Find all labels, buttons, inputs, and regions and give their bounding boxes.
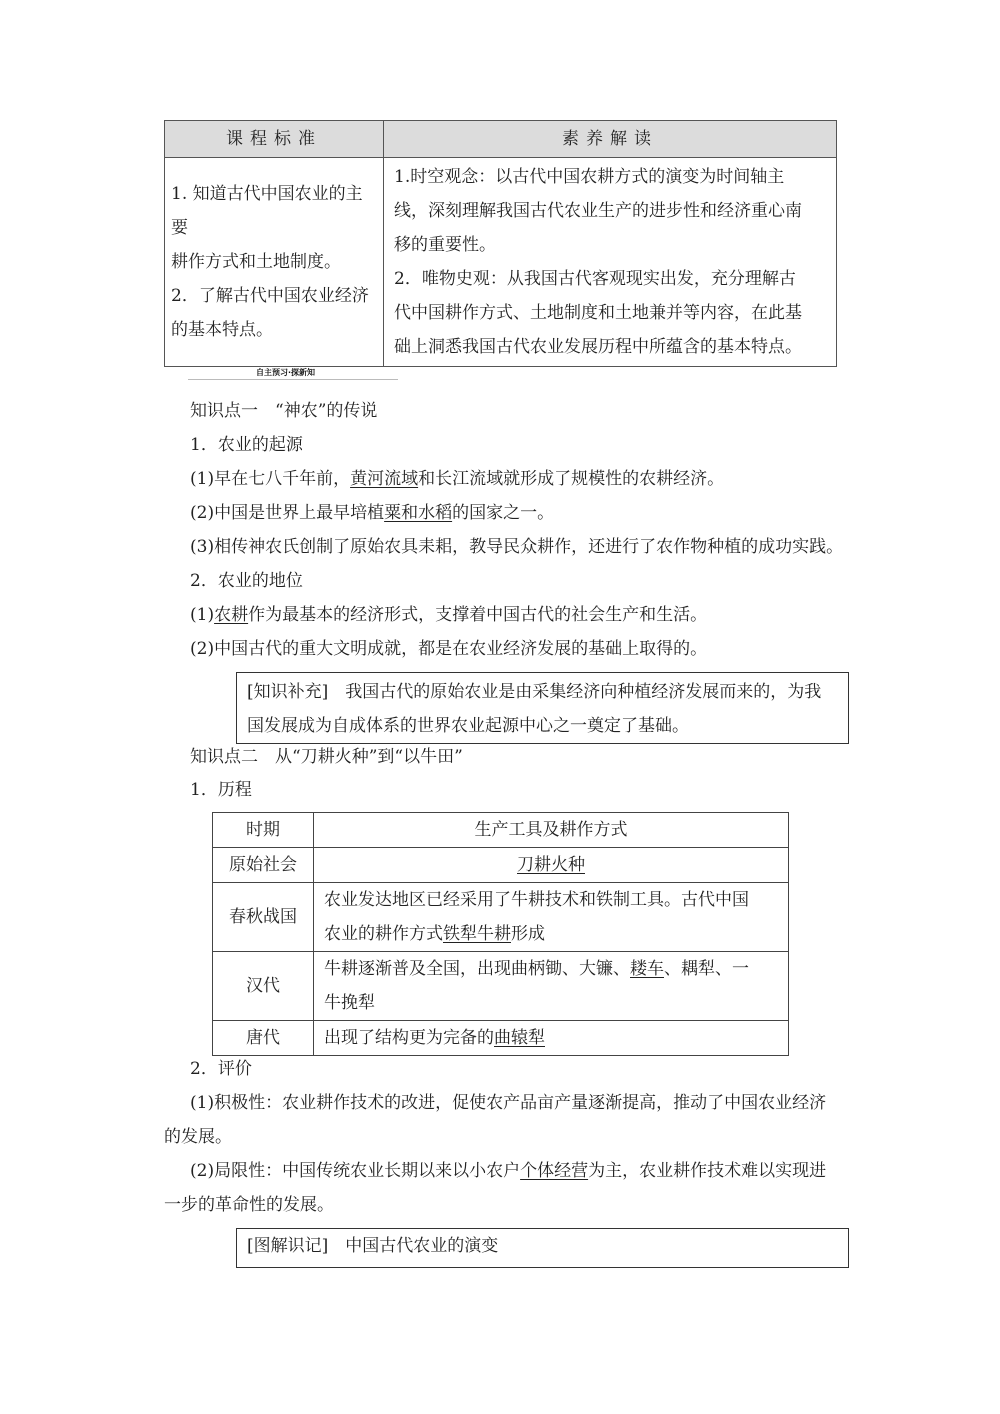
text-segment: (2)中国是世界上最早培植 [190, 503, 385, 523]
literacy-interpretation-cell [384, 158, 837, 367]
standards-header-right: 素养解读 [384, 121, 837, 158]
interpretation-line: 1.时空观念：以古代中国农耕方式的演变为时间轴主 [394, 167, 785, 187]
table-row [213, 952, 789, 1021]
section-banner [188, 367, 398, 381]
table-row [213, 848, 789, 883]
kp1-paragraph-2 [190, 500, 554, 526]
kp1-paragraph-4 [190, 602, 707, 628]
curriculum-standard-cell [165, 158, 384, 367]
underlined-answer: 农耕 [214, 605, 249, 625]
diagram-memory-label: [图解识记] 中国古代农业的演变 [247, 1236, 499, 1256]
kp2-section-1-title: 1．历程 [190, 780, 252, 800]
standard-line: 2．了解古代中国农业经济 [171, 286, 369, 306]
text-segment: 和长江流域就形成了规模性的农耕经济。 [418, 469, 725, 489]
period-cell: 春秋战国 [213, 883, 314, 952]
underlined-answer: 粟和水稻 [384, 503, 453, 523]
text-segment: 出现了结构更为完备的 [324, 1028, 494, 1048]
interpretation-line: 础上洞悉我国古代农业发展历程中所蕴含的基本特点。 [394, 337, 802, 357]
period-cell: 汉代 [213, 952, 314, 1021]
interpretation-line: 代中国耕作方式、土地制度和土地兼并等内容，在此基 [394, 303, 802, 323]
underlined-answer: 刀耕火种 [517, 855, 585, 875]
text-segment: 牛耕逐渐普及全国，出现曲柄锄、大镰、 [324, 959, 630, 979]
knowledge-point-2-title: 知识点二 从“刀耕火种”到“以牛田” [190, 747, 463, 767]
text-segment: 形成 [511, 924, 545, 944]
kp2-section-2-title: 2．评价 [190, 1059, 252, 1079]
underlined-answer: 个体经营 [520, 1161, 589, 1181]
text-segment: 为主，农业耕作技术难以实现进 [588, 1161, 827, 1181]
evaluation-1-line-1: (1)积极性：农业耕作技术的改进，促使农产品亩产量逐渐提高，推动了中国农业经济 [190, 1093, 827, 1113]
tools-cell [314, 952, 789, 1021]
tools-cell [314, 1021, 789, 1056]
kp1-paragraph-5: (2)中国古代的重大文明成就，都是在农业经济发展的基础上取得的。 [190, 639, 708, 659]
text-segment: (2)局限性：中国传统农业长期以来以小农户 [190, 1161, 521, 1181]
text-segment: 作为最基本的经济形式，支撑着中国古代的社会生产和生活。 [248, 605, 708, 625]
underlined-answer: 铁犁牛耕 [443, 924, 511, 944]
kp1-section-2-title: 2．农业的地位 [190, 571, 303, 591]
text-segment: 的国家之一。 [452, 503, 555, 523]
underlined-answer: 耧车 [630, 959, 664, 979]
underlined-answer: 曲辕犁 [494, 1028, 545, 1048]
cell-line: 农业发达地区已经采用了牛耕技术和铁制工具。古代中国 [324, 890, 749, 910]
interpretation-line: 线，深刻理解我国古代农业生产的进步性和经济重心南 [394, 201, 802, 221]
banner-divider [188, 379, 398, 380]
period-cell: 原始社会 [213, 848, 314, 883]
cell-line: 牛挽犁 [324, 993, 375, 1013]
cell-line [324, 952, 778, 986]
kp1-paragraph-3: (3)相传神农氏创制了原始农具耒耜，教导民众耕作，还进行了农作物种植的成功实践。 [190, 537, 844, 557]
evaluation-1-line-2: 的发展。 [164, 1127, 232, 1147]
interpretation-line: 2．唯物史观：从我国古代客观现实出发，充分理解古 [394, 269, 796, 289]
period-cell: 唐代 [213, 1021, 314, 1056]
supplement-line: [知识补充] 我国古代的原始农业是由采集经济向种植经济发展而来的，为我 [247, 682, 822, 702]
history-table [212, 812, 789, 1056]
tools-cell [314, 848, 789, 883]
table-header-period: 时期 [213, 813, 314, 848]
evaluation-2-line-1 [190, 1158, 826, 1184]
text-segment: 、耦犁、一 [664, 959, 749, 979]
underlined-answer: 黄河流域 [350, 469, 419, 489]
text-segment: 农业的耕作方式 [324, 924, 443, 944]
standard-line: 1. 知道古代中国农业的主要 [171, 184, 363, 238]
interpretation-line: 移的重要性。 [394, 235, 496, 255]
tools-cell [314, 883, 789, 952]
standards-header-left: 课程标准 [165, 121, 384, 158]
section-banner-label: 自主预习·探新知 [256, 368, 316, 377]
standard-line: 的基本特点。 [171, 320, 273, 340]
kp1-section-1-title: 1．农业的起源 [190, 435, 303, 455]
cell-line [324, 917, 778, 951]
diagram-memory-box [236, 1228, 849, 1268]
table-row [213, 1021, 789, 1056]
standard-line: 耕作方式和土地制度。 [171, 252, 341, 272]
text-segment: (1) [190, 605, 215, 625]
supplement-line: 国发展成为自成体系的世界农业起源中心之一奠定了基础。 [247, 716, 689, 736]
knowledge-supplement-box [236, 672, 849, 744]
evaluation-2-line-2: 一步的革命性的发展。 [164, 1195, 334, 1215]
table-header-tools: 生产工具及耕作方式 [314, 813, 789, 848]
knowledge-point-1-title: 知识点一 “神农”的传说 [190, 401, 378, 421]
text-segment: (1)早在七八千年前， [190, 469, 351, 489]
standards-table [164, 120, 837, 367]
table-row [213, 883, 789, 952]
kp1-paragraph-1 [190, 466, 724, 492]
